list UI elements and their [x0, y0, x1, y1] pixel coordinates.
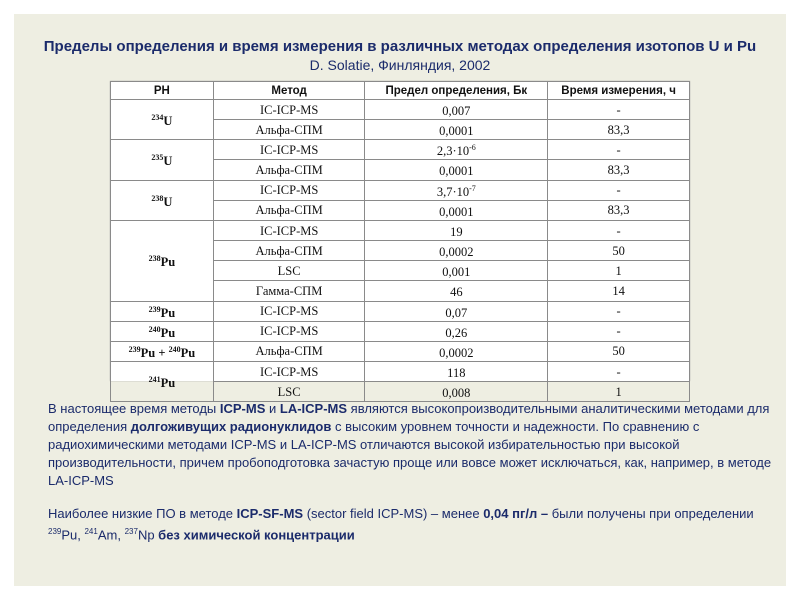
method-cell: Альфа-СПМ [213, 120, 365, 140]
para2-sup-1: 239 [48, 527, 62, 536]
table-row [111, 321, 690, 341]
para1-text-3: являются высокопроизводительными аналитическими методами для определения [48, 401, 770, 434]
slide [14, 14, 786, 586]
method-cell: IC-ICP-MS [213, 180, 365, 200]
para2-bold-1: ICP-SF-MS [236, 506, 304, 521]
radionuclide-cell [111, 220, 214, 301]
header-method: Метод [213, 82, 365, 100]
method-cell: IC-ICP-MS [213, 220, 365, 240]
para1-bold-3: долгоживущих радионуклидов [130, 419, 332, 434]
method-cell: LSC [213, 261, 365, 281]
element-symbol: Pu [160, 376, 176, 391]
method-cell: Гамма-СПМ [213, 281, 365, 301]
time-cell: 50 [548, 241, 690, 261]
method-cell: IC-ICP-MS [213, 362, 365, 382]
paragraph-1 [48, 400, 778, 490]
radionuclide-cell [111, 321, 214, 341]
mass-number: 240 [168, 344, 181, 354]
table-row [111, 301, 690, 321]
limit-value: 0,0001 [439, 204, 474, 219]
element-symbol: Pu [180, 346, 196, 361]
table-row [111, 362, 690, 382]
limit-cell [365, 120, 548, 140]
para2-text-3: были получены при определении [548, 506, 754, 521]
header-ph: PH [111, 82, 214, 100]
limit-cell [365, 281, 548, 301]
radionuclide-cell [111, 100, 214, 140]
element-symbol: Pu + [140, 346, 169, 361]
para2-text-1: Наиболее низкие ПО в методе [48, 506, 237, 521]
limit-cell [365, 362, 548, 382]
mass-number: 241 [148, 375, 161, 385]
time-cell: - [548, 180, 690, 200]
time-cell: 83,3 [548, 120, 690, 140]
element-symbol: U [163, 154, 173, 169]
element-symbol: U [163, 114, 173, 129]
para2-nuclide-3: Np [137, 527, 159, 543]
time-cell: 83,3 [548, 200, 690, 220]
para2-bold-3: без химической концентрации [158, 527, 355, 543]
limit-cell [365, 160, 548, 180]
limit-value: 46 [450, 285, 463, 300]
limit-value: 0,0002 [439, 346, 474, 361]
method-cell: Альфа-СПМ [213, 160, 365, 180]
method-cell: Альфа-СПМ [213, 200, 365, 220]
para1-text-4: с высоким уровнем точности и надежности. По сравнению с радиохимическими методами ICP-MS и LA-ICP-MS отличаются высокой избирательностью при высокой производительности, причем пробоподготовка зачастую проще или вовсе может исключаться, как, например, в методе LA-ICP-MS [48, 419, 772, 488]
method-cell: Альфа-СПМ [213, 341, 365, 361]
table-row [111, 180, 690, 200]
limit-cell [365, 382, 548, 402]
limit-value: 0,008 [442, 386, 471, 401]
mass-number: 238 [151, 193, 164, 203]
limit-value: 2,3·10 [436, 144, 470, 159]
limit-value: 118 [447, 366, 466, 381]
mass-number: 239 [148, 304, 161, 314]
limit-value: 0,0001 [439, 124, 474, 139]
mass-number: 234 [151, 113, 164, 123]
radionuclide-cell [111, 341, 214, 361]
time-cell: - [548, 100, 690, 120]
limit-value: 0,0001 [439, 164, 474, 179]
time-cell: 83,3 [548, 160, 690, 180]
method-cell: IC-ICP-MS [213, 100, 365, 120]
para2-nuclide-2: Am, [97, 527, 125, 543]
para2-sup-2: 241 [84, 527, 98, 536]
mass-number: 238 [148, 254, 161, 264]
para2-bold-2: 0,04 пг/л – [483, 506, 549, 521]
element-symbol: Pu [160, 325, 176, 340]
para2-text-2: (sector field ICP-MS) – менее [303, 506, 484, 521]
mass-number: 239 [128, 344, 141, 354]
time-cell: - [548, 301, 690, 321]
time-cell: 14 [548, 281, 690, 301]
limit-cell [365, 100, 548, 120]
data-table-container [110, 81, 690, 401]
time-cell: - [548, 220, 690, 240]
method-cell: IC-ICP-MS [213, 301, 365, 321]
element-symbol: Pu [160, 255, 176, 270]
limit-exponent: -6 [469, 143, 476, 153]
method-cell: Альфа-СПМ [213, 241, 365, 261]
limit-cell [365, 261, 548, 281]
para2-sup-3: 237 [124, 527, 138, 536]
table-row [111, 341, 690, 361]
limit-cell [365, 200, 548, 220]
slide-title: Пределы определения и время измерения в различных методах определения изотопов U и Pu [43, 38, 757, 55]
table-row [111, 220, 690, 240]
limit-cell [365, 140, 548, 160]
limit-value: 0,0002 [439, 245, 474, 260]
limit-value: 0,007 [442, 104, 471, 119]
time-cell: 1 [548, 261, 690, 281]
table-row [111, 100, 690, 120]
time-cell: - [548, 140, 690, 160]
time-cell: 50 [548, 341, 690, 361]
para1-text-1: В настоящее время методы [48, 401, 220, 416]
limit-value: 0,26 [445, 325, 468, 340]
para2-nuclide-1: Pu, [61, 527, 85, 543]
limit-exponent: -7 [469, 183, 476, 193]
limit-cell [365, 321, 548, 341]
limit-cell [365, 301, 548, 321]
limit-value: 0,001 [442, 265, 471, 280]
time-cell: - [548, 362, 690, 382]
method-cell: LSC [213, 382, 365, 402]
method-cell: IC-ICP-MS [213, 321, 365, 341]
time-cell: 1 [548, 382, 690, 402]
radionuclide-cell [111, 301, 214, 321]
limit-value: 19 [450, 225, 463, 240]
table-body [111, 100, 690, 402]
table-header-row [111, 82, 690, 100]
para1-text-2: и [265, 401, 280, 416]
limit-value: 0,07 [445, 305, 468, 320]
radionuclide-cell [111, 180, 214, 220]
mass-number: 235 [151, 153, 164, 163]
element-symbol: Pu [160, 305, 176, 320]
limit-cell [365, 220, 548, 240]
para1-bold-2: LA-ICP-MS [279, 401, 348, 416]
data-table [110, 81, 690, 402]
limit-cell [365, 241, 548, 261]
radionuclide-cell [111, 362, 214, 402]
para1-bold-1: ICP-MS [219, 401, 266, 416]
limit-value: 3,7·10 [436, 184, 470, 199]
paragraph-2 [48, 505, 778, 544]
header-time: Время измерения, ч [548, 82, 690, 100]
mass-number: 240 [148, 324, 161, 334]
limit-cell [365, 180, 548, 200]
radionuclide-cell [111, 140, 214, 180]
header-limit: Предел определения, Бк [365, 82, 548, 100]
time-cell: - [548, 321, 690, 341]
element-symbol: U [163, 194, 173, 209]
limit-cell [365, 341, 548, 361]
method-cell: IC-ICP-MS [213, 140, 365, 160]
slide-subtitle: D. Solatie, Финляндия, 2002 [309, 57, 491, 73]
table-row [111, 140, 690, 160]
